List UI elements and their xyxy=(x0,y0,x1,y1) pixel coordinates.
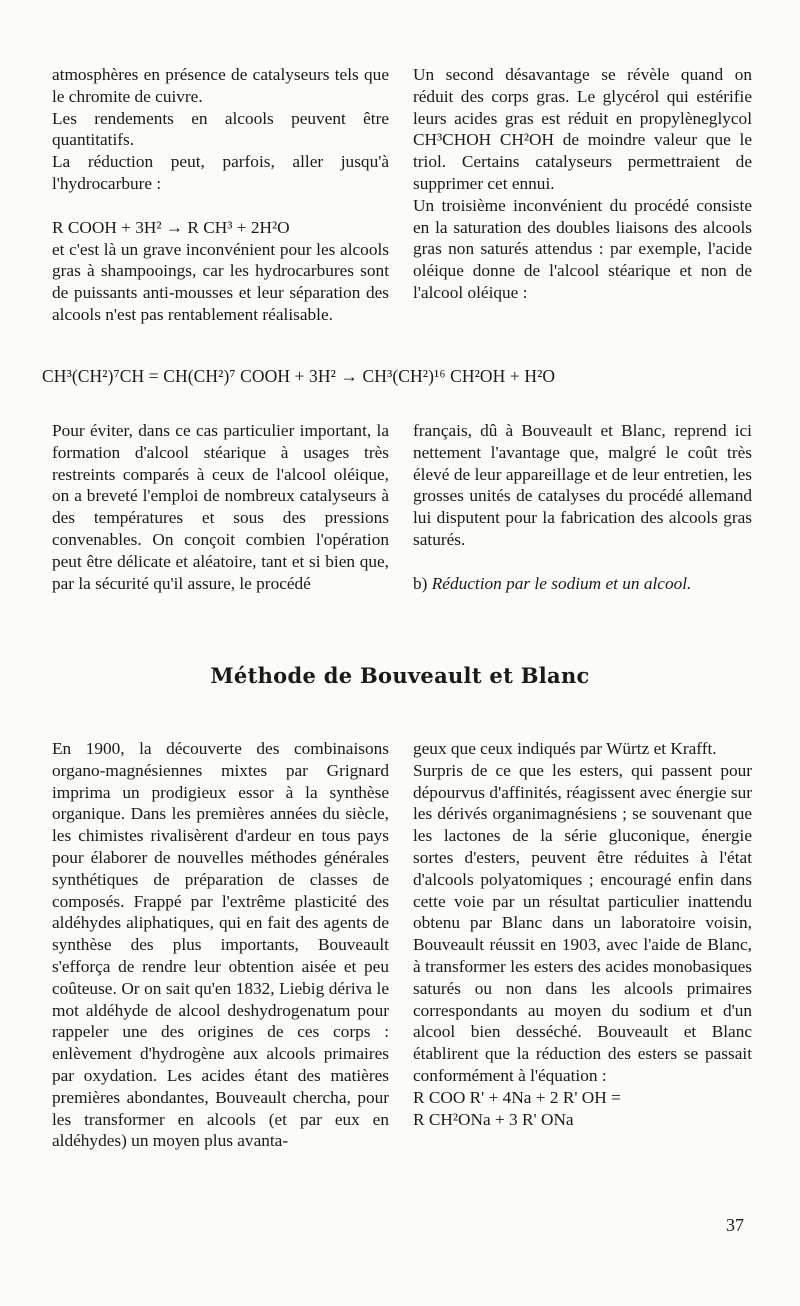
equation-hydrocarbon: R COOH + 3H² → R CH³ + 2H²O xyxy=(52,217,290,237)
page-number: 37 xyxy=(726,1215,744,1235)
paragraph: Surpris de ce que les esters, qui passent pour dépourvus d'affinités, réagissent avec énergie sur les dérivés organimagnésiens ; se souvenant que les lactones de la série gluconique, énergie sortes d'esters, peuvent être réduites à l'état d'alcools polyatomiques ; encouragé enfin dans cette voie par un résultat particulier inattendu obtenu par Blanc dans un laboratoire voisin, Bouveault réussit en 1903, avec l'aide de Blanc, à transformer les esters des acides monobasiques saturés ou non dans les alcools primaires correspondants au moyen du sodium et d'un alcool bien desséché. Bouveault et Blanc établirent que la réduction des esters se passait conformément à l'équation : xyxy=(413,760,752,1085)
spacer xyxy=(52,195,389,217)
equation-ester-reduction-result: R CH²ONa + 3 R' ONa xyxy=(413,1109,574,1129)
sub-heading-label: b) xyxy=(413,573,432,593)
paragraph: atmosphères en présence de catalyseurs tels que le chromite de cuivre. xyxy=(52,65,389,106)
equation-ester-reduction: R COO R' + 4Na + 2 R' OH = xyxy=(413,1087,621,1107)
sub-heading xyxy=(413,573,752,595)
paragraph: geux que ceux indiqués par Würtz et Krafft. xyxy=(413,739,717,758)
spacer xyxy=(413,551,752,573)
paragraph: La réduction peut, parfois, aller jusqu'à l'hydrocarbure : xyxy=(52,152,389,193)
equation-oleic-acid: CH³(CH²)⁷CH = CH(CH²)⁷ COOH + 3H² → CH³(CH²)¹⁶ CH²OH + H²O xyxy=(42,366,556,386)
mid-left-column xyxy=(52,420,389,594)
top-right-column xyxy=(413,64,752,304)
paragraph: Les rendements en alcools peuvent être quantitatifs. xyxy=(52,108,389,150)
bottom-right-column xyxy=(413,738,752,1130)
paragraph: En 1900, la découverte des combinaisons organo-magnésiennes mixtes par Grignard imprima un prodigieux essor à la synthèse organique. Dans les premières années du siècle, les chimistes rivalisèrent d'ardeur en tous pays pour élaborer de nouvelles méthodes générales synthétiques de préparation de classes de composés. Frappé par l'extrême plasticité des aldéhydes aliphatiques, qui en fait des agents de synthèse des plus importants, Bouveault s'efforça de rendre leur obtention aisée et peu coûteuse. Or on sait qu'en 1832, Liebig dériva le mot aldéhyde de alcool deshydrogenatum pour rappeler une des origines de ces corps : enlèvement d'hydrogène aux alcools primaires par oxydation. Les acides étant des matières premières abondantes, Bouveault chercha, pour les transformer en alcools (et par eux en aldéhydes) un moyen plus avanta- xyxy=(52,739,389,1151)
mid-right-column xyxy=(413,420,752,595)
paragraph: Un second désavantage se révèle quand on réduit des corps gras. Le glycérol qui estérifie leurs acides gras est réduit en propylèneglycol CH³CHOH CH²OH de moindre valeur que le triol. Certains catalyseurs permettraient de supprimer cet ennui. xyxy=(413,65,752,193)
paragraph: Pour éviter, dans ce cas particulier important, la formation d'alcool stéarique à usages très restreints comparés à ceux de l'alcool oléique, on a breveté l'emploi de nombreux catalyseurs à des températures et sous des pressions convenables. On conçoit combien l'opération peut être délicate et aléatoire, tant et si bien que, par la sécurité qu'il assure, le procédé xyxy=(52,421,389,593)
paragraph: Un troisième inconvénient du procédé consiste en la saturation des doubles liaisons des alcools gras non saturés attendus : par exemple, l'acide oléique donne de l'alcool stéarique et non de l'alcool oléique : xyxy=(413,195,752,302)
paragraph: et c'est là un grave inconvénient pour les alcools gras à shampooings, car les hydrocarbures sont de puissants anti-mousses et leur séparation des alcools n'est pas rentablement réalisable. xyxy=(52,239,389,324)
sub-heading-text: Réduction par le sodium et un alcool. xyxy=(431,573,692,593)
bottom-left-column xyxy=(52,738,389,1152)
section-title: Méthode de Bouveault et Blanc xyxy=(210,663,590,688)
paragraph: français, dû à Bouveault et Blanc, reprend ici nettement l'avantage que, malgré le coût très élevé de leur appareillage et de leur entretien, les grosses unités de catalyses du procédé allemand lui disputent pour la fabrication des alcools gras saturés. xyxy=(413,421,752,549)
top-left-column xyxy=(52,64,389,326)
